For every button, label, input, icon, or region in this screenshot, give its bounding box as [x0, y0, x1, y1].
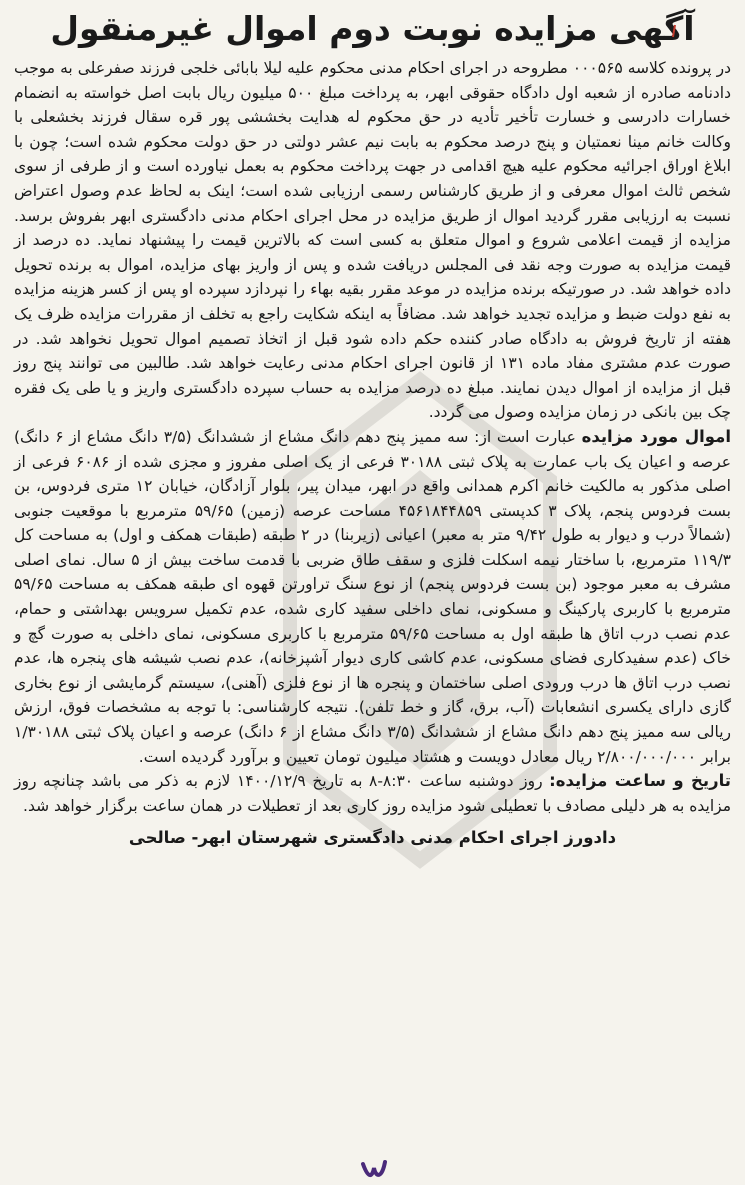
signature-line: دادورز اجرای احکام مدنی دادگستری شهرستان ابهر- صالحی — [128, 828, 617, 848]
purple-scribble-mark — [360, 1158, 388, 1182]
property-description: عبارت است از: سه ممیز پنج دهم دانگ مشاع از ششدانگ (۳/۵ دانگ مشاع از ۶ دانگ) عرصه و اعیان یک باب عمارت به پلاک ثبتی ۳۰۱۸۸ فرعی از یک اصلی مفروز و مجزی شده از ۶۰۸۶ فرعی از اصلی مذکور به مالکیت خانم اکرم همدانی واقع در ابهر، میدان پیر، بلوار آزادگان، خیابان ۱۲ متری فردوس، بن بست فردوس پنجم، پلاک ۳ کدپستی ۴۵۶۱۸۴۴۸۵۹ مساحت عرصه (زمین) ۵۹/۶۵ مترمربع با موقعیت جنوبی (شمالاً درب و دیوار به طول ۹/۴۲ متر به معبر) اعیانی (زیربنا) در ۲ طبقه (طبقات همکف و اول) به مساحت کل ۱۱۹/۳ مترمربع، با ساختار نیمه اسکلت فلزی و سقف طاق ضربی با قدمت ساخت بیش از ۵ سال. نمای اصلی مشرف به معبر موجود (بن بست فردوس پنجم) از نوع سنگ تراورتن قهوه ای طبقه همکف به مساحت ۵۹/۶۵ مترمربع با کاربری پارکینگ و مسکونی، نمای داخلی سفید کاری شده، عدم تکمیل سرویس بهداشتی و حمام، عدم نصب درب اتاق ها طبقه اول به مساحت ۵۹/۶۵ مترمربع با کاربری مسکونی، نمای داخلی به صورت گچ و خاک (عدم سفیدکاری فضای مسکونی، عدم کاشی کاری دیوار آشپزخانه)، عدم نصب شیشه های پنجره ها، عدم نصب درب اتاق ها درب ورودی اصلی ساختمان و پنجره ها از نوع فلزی (آهنی)، سیستم گرمایشی از نوع بخاری گازی دارای یکسری انشعابات (آب، برق، گاز و خط تلفن). نتیجه کارشناسی: با توجه به مشخصات فوق، ارزش ریالی سه ممیز پنج دهم دانگ مشاع از ششدانگ (۳/۵ دانگ مشاع از ۶ دانگ) عرصه و اعیان پلاک ثبتی ۱/۳۰۱۸۸ برابر ۲/۸۰۰/۰۰۰/۰۰۰ ریال معادل دویست و هشتاد میلیون تومان تعیین و برآورد گردیده است. — [14, 427, 731, 766]
datetime-paragraph — [14, 769, 731, 818]
property-paragraph — [14, 425, 731, 769]
red-pen-mark — [670, 24, 678, 38]
datetime-heading: تاریخ و ساعت مزایده: — [549, 771, 732, 791]
datetime-description: روز دوشنبه ساعت ۸:۳۰-۸ به تاریخ ۱۴۰۰/۱۲/۹ لازم به ذکر می باشد چنانچه روز مزایده به هر دلیلی مصادف با تعطیلی شود مزایده روز کاری بعد از تعطیلات در همان ساعت برگزار خواهد شد. — [14, 772, 731, 815]
property-heading: اموال مورد مزایده — [581, 426, 732, 446]
notice-intro-paragraph: در پرونده کلاسه ۰۰۰۵۶۵ مطروحه در اجرای احکام مدنی محکوم علیه لیلا بابائی خلجی فرزند صفرعلی به موجب دادنامه صادره از شعبه اول دادگاه حقوقی ابهر، به پرداخت مبلغ ۵۰۰ میلیون ریال بابت اصل خواسته به انضمام خسارات دادرسی و خسارت تأخیر تأدیه در حق محکوم له هدایت بخششی پور قره سقال فرزند بخشعلی با وکالت خانم مینا نعمتیان و پنج درصد محکوم به بابت نیم عشر دولتی در حق دولت محکوم شده است؛ چون با ابلاغ اوراق اجرائیه محکوم علیه هیچ اقدامی در جهت پرداخت محکوم به بعمل نیاورده است و از طرفی از سوی شخص ثالث اموال معرفی و از طریق کارشناس رسمی ارزیابی شده است؛ اینک به لحاظ عدم وصول اعتراض نسبت به ارزیابی مقرر گردید اموال از طریق مزایده در محل اجرای احکام مدنی دادگستری ابهر بفروش برسد. مزایده از قیمت اعلامی شروع و اموال متعلق به کسی است که بالاترین قیمت را پیشنهاد نماید. ده درصد از قیمت مزایده به صورت وجه نقد فی المجلس دریافت شده و پس از واریز بهای مزایده، اموال به برنده تحویل داده خواهد شد. در صورتیکه برنده مزایده در موعد مقرر بقیه بهاء را نپردازد سپرده او پس از کسر هزینه مزایده به نفع دولت ضبط و مزایده تجدید خواهد شد. مضافاً به اینکه شکایت راجع به تخلف از مقررات مزایده ظرف یک هفته از تاریخ فروش به دادگاه صادر کننده حکم داده شود قبل از اتخاذ تصمیم اموال تحویل نخواهد شد. در صورت عدم مشتری مفاد ماده ۱۳۱ از قانون اجرای احکام مدنی رعایت خواهد شد. طالبین می توانند پنج روز قبل از مزایده از اموال دیدن نمایند. مبلغ ده درصد مزایده به حساب سپرده دادگستری واریز و یا طی یک فقره چک بین بانکی در زمان مزایده وصول می گردد. — [14, 59, 732, 422]
notice-title: آگهی مزایده نوبت دوم اموال غیرمنقول — [50, 9, 695, 48]
